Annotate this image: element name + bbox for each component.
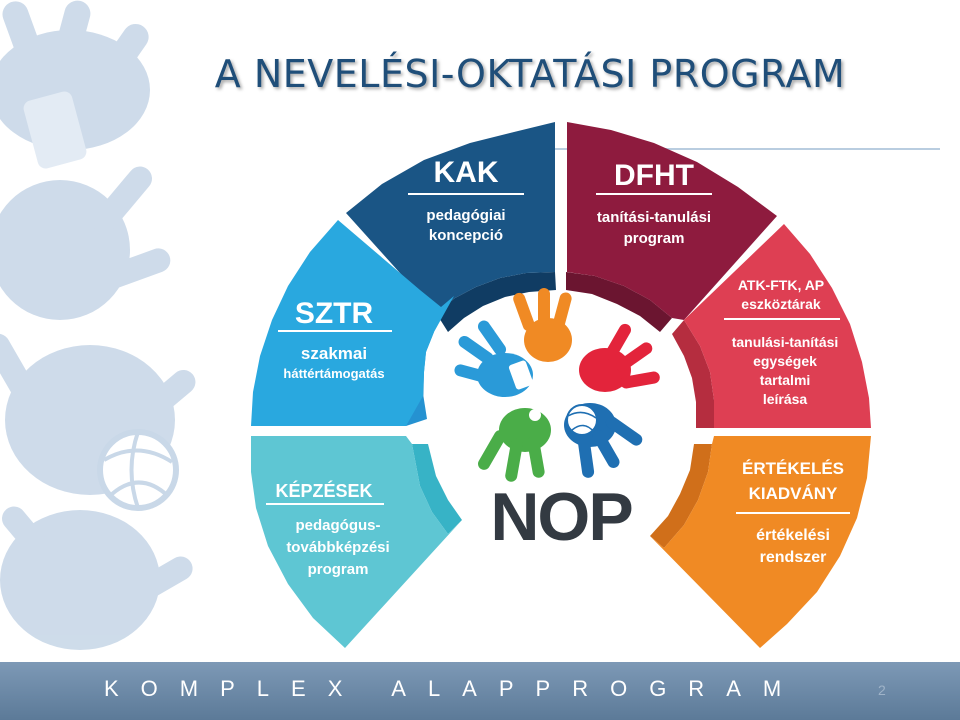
key-icon — [529, 409, 541, 421]
atk-heading2: eszköztárak — [741, 296, 821, 312]
nop-hand-orange — [512, 288, 573, 362]
page-title: A NEVELÉSI-OKTATÁSI PROGRAM — [214, 52, 846, 96]
kepzesek-line3: program — [307, 561, 369, 578]
sztr-heading: SZTR — [294, 297, 374, 330]
kak-heading: KAK — [433, 156, 499, 189]
kak-line2: koncepció — [428, 227, 504, 244]
kepzesek-line1: pedagógus- — [295, 517, 381, 534]
kepzesek-heading: KÉPZÉSEK — [275, 481, 373, 501]
atk-line2: egységek — [753, 353, 817, 369]
kak-line1: pedagógiai — [426, 207, 506, 224]
nop-logo-text: NOP — [490, 479, 632, 555]
dfht-heading: DFHT — [614, 159, 694, 192]
ertekeles-line1: értékelési — [756, 527, 830, 544]
ertekeles-line2: rendszer — [759, 549, 827, 566]
ertekeles-heading1: ÉRTÉKELÉS — [741, 459, 845, 478]
atk-line3: tartalmi — [759, 372, 811, 388]
nop-hand-green — [476, 408, 551, 483]
sztr-line2: háttértámogatás — [283, 366, 385, 381]
dfht-line1: tanítási-tanulási — [596, 209, 712, 226]
atk-line4: leírása — [762, 391, 808, 407]
page-number: 2 — [878, 682, 886, 698]
sztr-line1: szakmai — [300, 344, 368, 363]
atk-heading1: ATK-FTK, AP — [737, 277, 825, 293]
dfht-line2: program — [623, 230, 685, 247]
nop-logo — [453, 288, 661, 555]
nop-hand-red — [579, 322, 661, 392]
footer-text: KOMPLEX ALAPPROGRAM — [104, 676, 804, 701]
kepzesek-line2: továbbképzési — [286, 539, 390, 556]
atk-line1: tanulási-tanítási — [731, 334, 839, 350]
ertekeles-heading2: KIADVÁNY — [748, 484, 838, 503]
